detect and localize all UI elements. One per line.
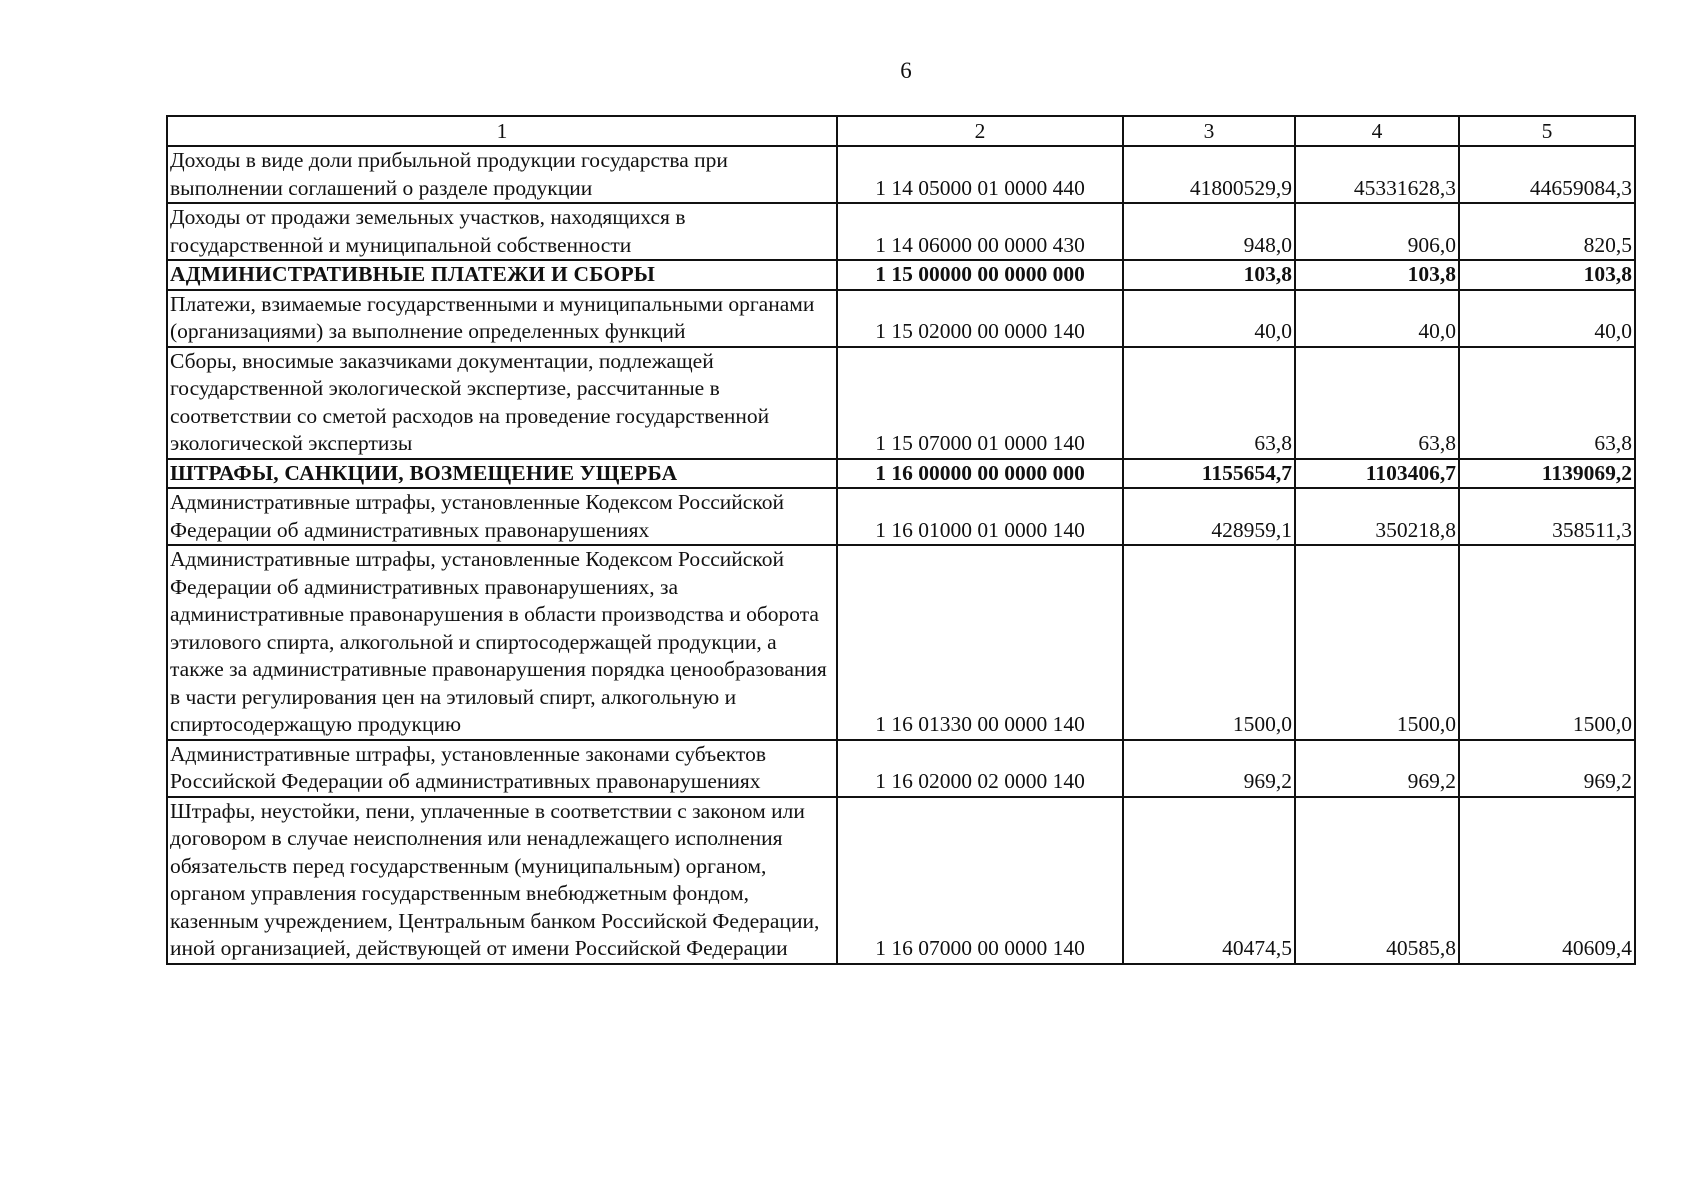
budget-code-cell: 1 14 05000 01 0000 440: [837, 146, 1123, 203]
budget-code-cell: 1 16 01000 01 0000 140: [837, 488, 1123, 545]
value-col4-cell: 63,8: [1295, 347, 1459, 459]
row-name-cell: Административные штрафы, установленные Кодексом Российской Федерации об административных правонарушениях: [167, 488, 837, 545]
row-name-cell: Доходы в виде доли прибыльной продукции государства при выполнении соглашений о разделе продукции: [167, 146, 837, 203]
revenue-table: [166, 115, 1636, 965]
value-col3-cell: 40474,5: [1123, 797, 1295, 964]
table-row: [167, 347, 1635, 459]
page-number: 6: [900, 58, 912, 83]
value-col5-cell: 969,2: [1459, 740, 1635, 797]
value-col5-cell: 358511,3: [1459, 488, 1635, 545]
value-col3-cell: 41800529,9: [1123, 146, 1295, 203]
table-row: [167, 203, 1635, 260]
value-col3-cell: 40,0: [1123, 290, 1295, 347]
row-name-cell: Доходы от продажи земельных участков, находящихся в государственной и муниципальной собственности: [167, 203, 837, 260]
value-col4-cell: 350218,8: [1295, 488, 1459, 545]
value-col5-cell: 1139069,2: [1459, 459, 1635, 489]
row-name-cell: Административные штрафы, установленные Кодексом Российской Федерации об административных правонарушениях, за административные правонарушения в области производства и оборота этилового спирта, алкогольной и спиртосодержащей продукции, а также за административные правонарушения порядка ценообразования в части регулирования цен на этиловый спирт, алкогольную и спиртосодержащую продукцию: [167, 545, 837, 740]
header-row: [167, 116, 1635, 146]
row-name-cell: Платежи, взимаемые государственными и муниципальными органами (организациями) за выполнение определенных функций: [167, 290, 837, 347]
table-row: [167, 146, 1635, 203]
value-col4-cell: 40585,8: [1295, 797, 1459, 964]
column-header-3: 3: [1123, 116, 1295, 146]
budget-code-cell: 1 14 06000 00 0000 430: [837, 203, 1123, 260]
value-col4-cell: 906,0: [1295, 203, 1459, 260]
value-col4-cell: 103,8: [1295, 260, 1459, 290]
value-col3-cell: 948,0: [1123, 203, 1295, 260]
section-row: [167, 260, 1635, 290]
value-col5-cell: 40,0: [1459, 290, 1635, 347]
column-header-4: 4: [1295, 116, 1459, 146]
value-col5-cell: 44659084,3: [1459, 146, 1635, 203]
value-col3-cell: 63,8: [1123, 347, 1295, 459]
table-row: [167, 545, 1635, 740]
row-name-cell: ШТРАФЫ, САНКЦИИ, ВОЗМЕЩЕНИЕ УЩЕРБА: [167, 459, 837, 489]
value-col5-cell: 40609,4: [1459, 797, 1635, 964]
value-col3-cell: 103,8: [1123, 260, 1295, 290]
budget-code-cell: 1 16 02000 02 0000 140: [837, 740, 1123, 797]
table-row: [167, 797, 1635, 964]
value-col4-cell: 1103406,7: [1295, 459, 1459, 489]
row-name-cell: Административные штрафы, установленные законами субъектов Российской Федерации об административных правонарушениях: [167, 740, 837, 797]
value-col3-cell: 428959,1: [1123, 488, 1295, 545]
value-col4-cell: 45331628,3: [1295, 146, 1459, 203]
table-row: [167, 488, 1635, 545]
table-row: [167, 740, 1635, 797]
column-header-5: 5: [1459, 116, 1635, 146]
row-name-cell: АДМИНИСТРАТИВНЫЕ ПЛАТЕЖИ И СБОРЫ: [167, 260, 837, 290]
value-col5-cell: 63,8: [1459, 347, 1635, 459]
value-col5-cell: 103,8: [1459, 260, 1635, 290]
section-row: [167, 459, 1635, 489]
value-col3-cell: 1155654,7: [1123, 459, 1295, 489]
budget-code-cell: 1 16 01330 00 0000 140: [837, 545, 1123, 740]
budget-code-cell: 1 15 00000 00 0000 000: [837, 260, 1123, 290]
column-header-1: 1: [167, 116, 837, 146]
row-name-cell: Сборы, вносимые заказчиками документации, подлежащей государственной экологической экспертизе, рассчитанные в соответствии со сметой расходов на проведение государственной экологической экспертизы: [167, 347, 837, 459]
value-col4-cell: 1500,0: [1295, 545, 1459, 740]
column-header-2: 2: [837, 116, 1123, 146]
value-col3-cell: 969,2: [1123, 740, 1295, 797]
value-col3-cell: 1500,0: [1123, 545, 1295, 740]
budget-code-cell: 1 16 07000 00 0000 140: [837, 797, 1123, 964]
value-col5-cell: 1500,0: [1459, 545, 1635, 740]
budget-code-cell: 1 15 07000 01 0000 140: [837, 347, 1123, 459]
budget-code-cell: 1 15 02000 00 0000 140: [837, 290, 1123, 347]
value-col4-cell: 40,0: [1295, 290, 1459, 347]
row-name-cell: Штрафы, неустойки, пени, уплаченные в соответствии с законом или договором в случае неисполнения или ненадлежащего исполнения обязательств перед государственным (муниципальным) органом, органом управления государственным внебюджетным фондом, казенным учреждением, Центральным банком Российской Федерации, иной организацией, действующей от имени Российской Федерации: [167, 797, 837, 964]
value-col4-cell: 969,2: [1295, 740, 1459, 797]
budget-code-cell: 1 16 00000 00 0000 000: [837, 459, 1123, 489]
table-row: [167, 290, 1635, 347]
value-col5-cell: 820,5: [1459, 203, 1635, 260]
